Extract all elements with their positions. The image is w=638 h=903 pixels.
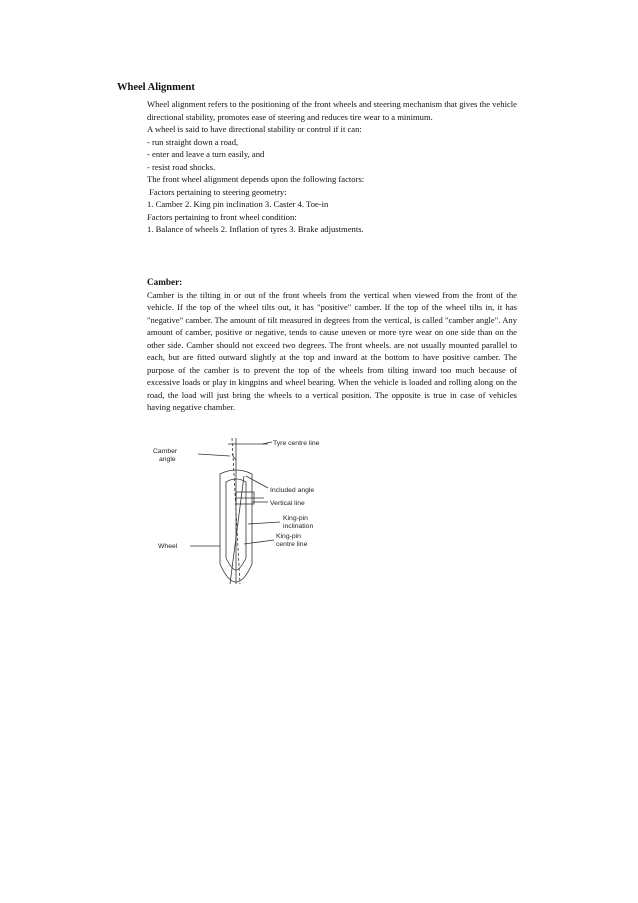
tyre-centre-label: Tyre centre line [273, 440, 320, 447]
kingpin-inclination-label-line2: inclination [283, 523, 314, 530]
camber-angle-arc [232, 454, 236, 460]
stability-point: - resist road shocks. [147, 161, 216, 172]
wheel-label: Wheel [158, 543, 178, 550]
kingpin-centre-label-line2: centre line [276, 541, 308, 548]
included-angle-label: Included angle [270, 487, 315, 494]
page-title: Wheel Alignment [117, 82, 195, 93]
intro-paragraph: Wheel alignment refers to the positioning of the front wheels and steering mechanism that gives the vehicle directional stability, promotes ease of steering and reduces tire wear to a minimum. [147, 99, 517, 122]
camber-label: Camber [153, 448, 178, 455]
factors-intro: The front wheel alignment depends upon the following factors: [147, 174, 365, 184]
kingpin-centre-leader [244, 540, 274, 544]
steering-factors-list: 1. Camber 2. King pin inclination 3. Caster 4. Toe-in [147, 199, 329, 209]
included-angle-leader [246, 476, 268, 488]
camber-label-line2: angle [159, 456, 176, 463]
steering-factors-heading: Factors pertaining to steering geometry: [147, 186, 287, 197]
intro-section [147, 98, 517, 236]
camber-heading: Camber: [147, 277, 183, 287]
wheel-factors-heading: Factors pertaining to front wheel condition: [147, 211, 297, 222]
wheel-factors-list: 1. Balance of wheels 2. Inflation of tyres 3. Brake adjustments. [147, 224, 364, 234]
kingpin-inclination-leader [248, 522, 280, 524]
vertical-line-label: Vertical line [270, 500, 305, 507]
stability-point: - run straight down a road, [147, 136, 239, 147]
camber-diagram [140, 436, 380, 586]
stability-point: - enter and leave a turn easily, and [147, 149, 265, 159]
camber-section [147, 276, 517, 414]
camber-leader [198, 454, 230, 456]
kingpin-inclination-label: King-pin [283, 515, 308, 522]
camber-paragraph: Camber is the tilting in or out of the front wheels from the vertical when viewed from the front of the vehicle. If the top of the wheel tilts out, it has "positive" camber. If the top of the wheel tilts in, it has "negative" camber. The amount of tilt measured in degrees from the vertical, is called "camber angle". Any amount of camber, positive or negative, tends to cause uneven or more tyre wear on one side than on the other side. Camber should not exceed two degrees. The front wheels. are not usually mounted parallel to each, but are fitted outward slightly at the top and inward at the bottom to have positive camber. The purpose of the camber is to prevent the top of the wheels from tilting inward too much because of excessive loads or play in kingpins and wheel bearing. When the vehicle is loaded and rolling along on the road, the load will just bring the wheels to a vertical position. The opposite is true in case of vehicles having negative chamber. [147, 289, 517, 412]
kingpin-centre-label: King-pin [276, 533, 301, 540]
stability-intro: A wheel is said to have directional stability or control if it can: [147, 124, 362, 134]
